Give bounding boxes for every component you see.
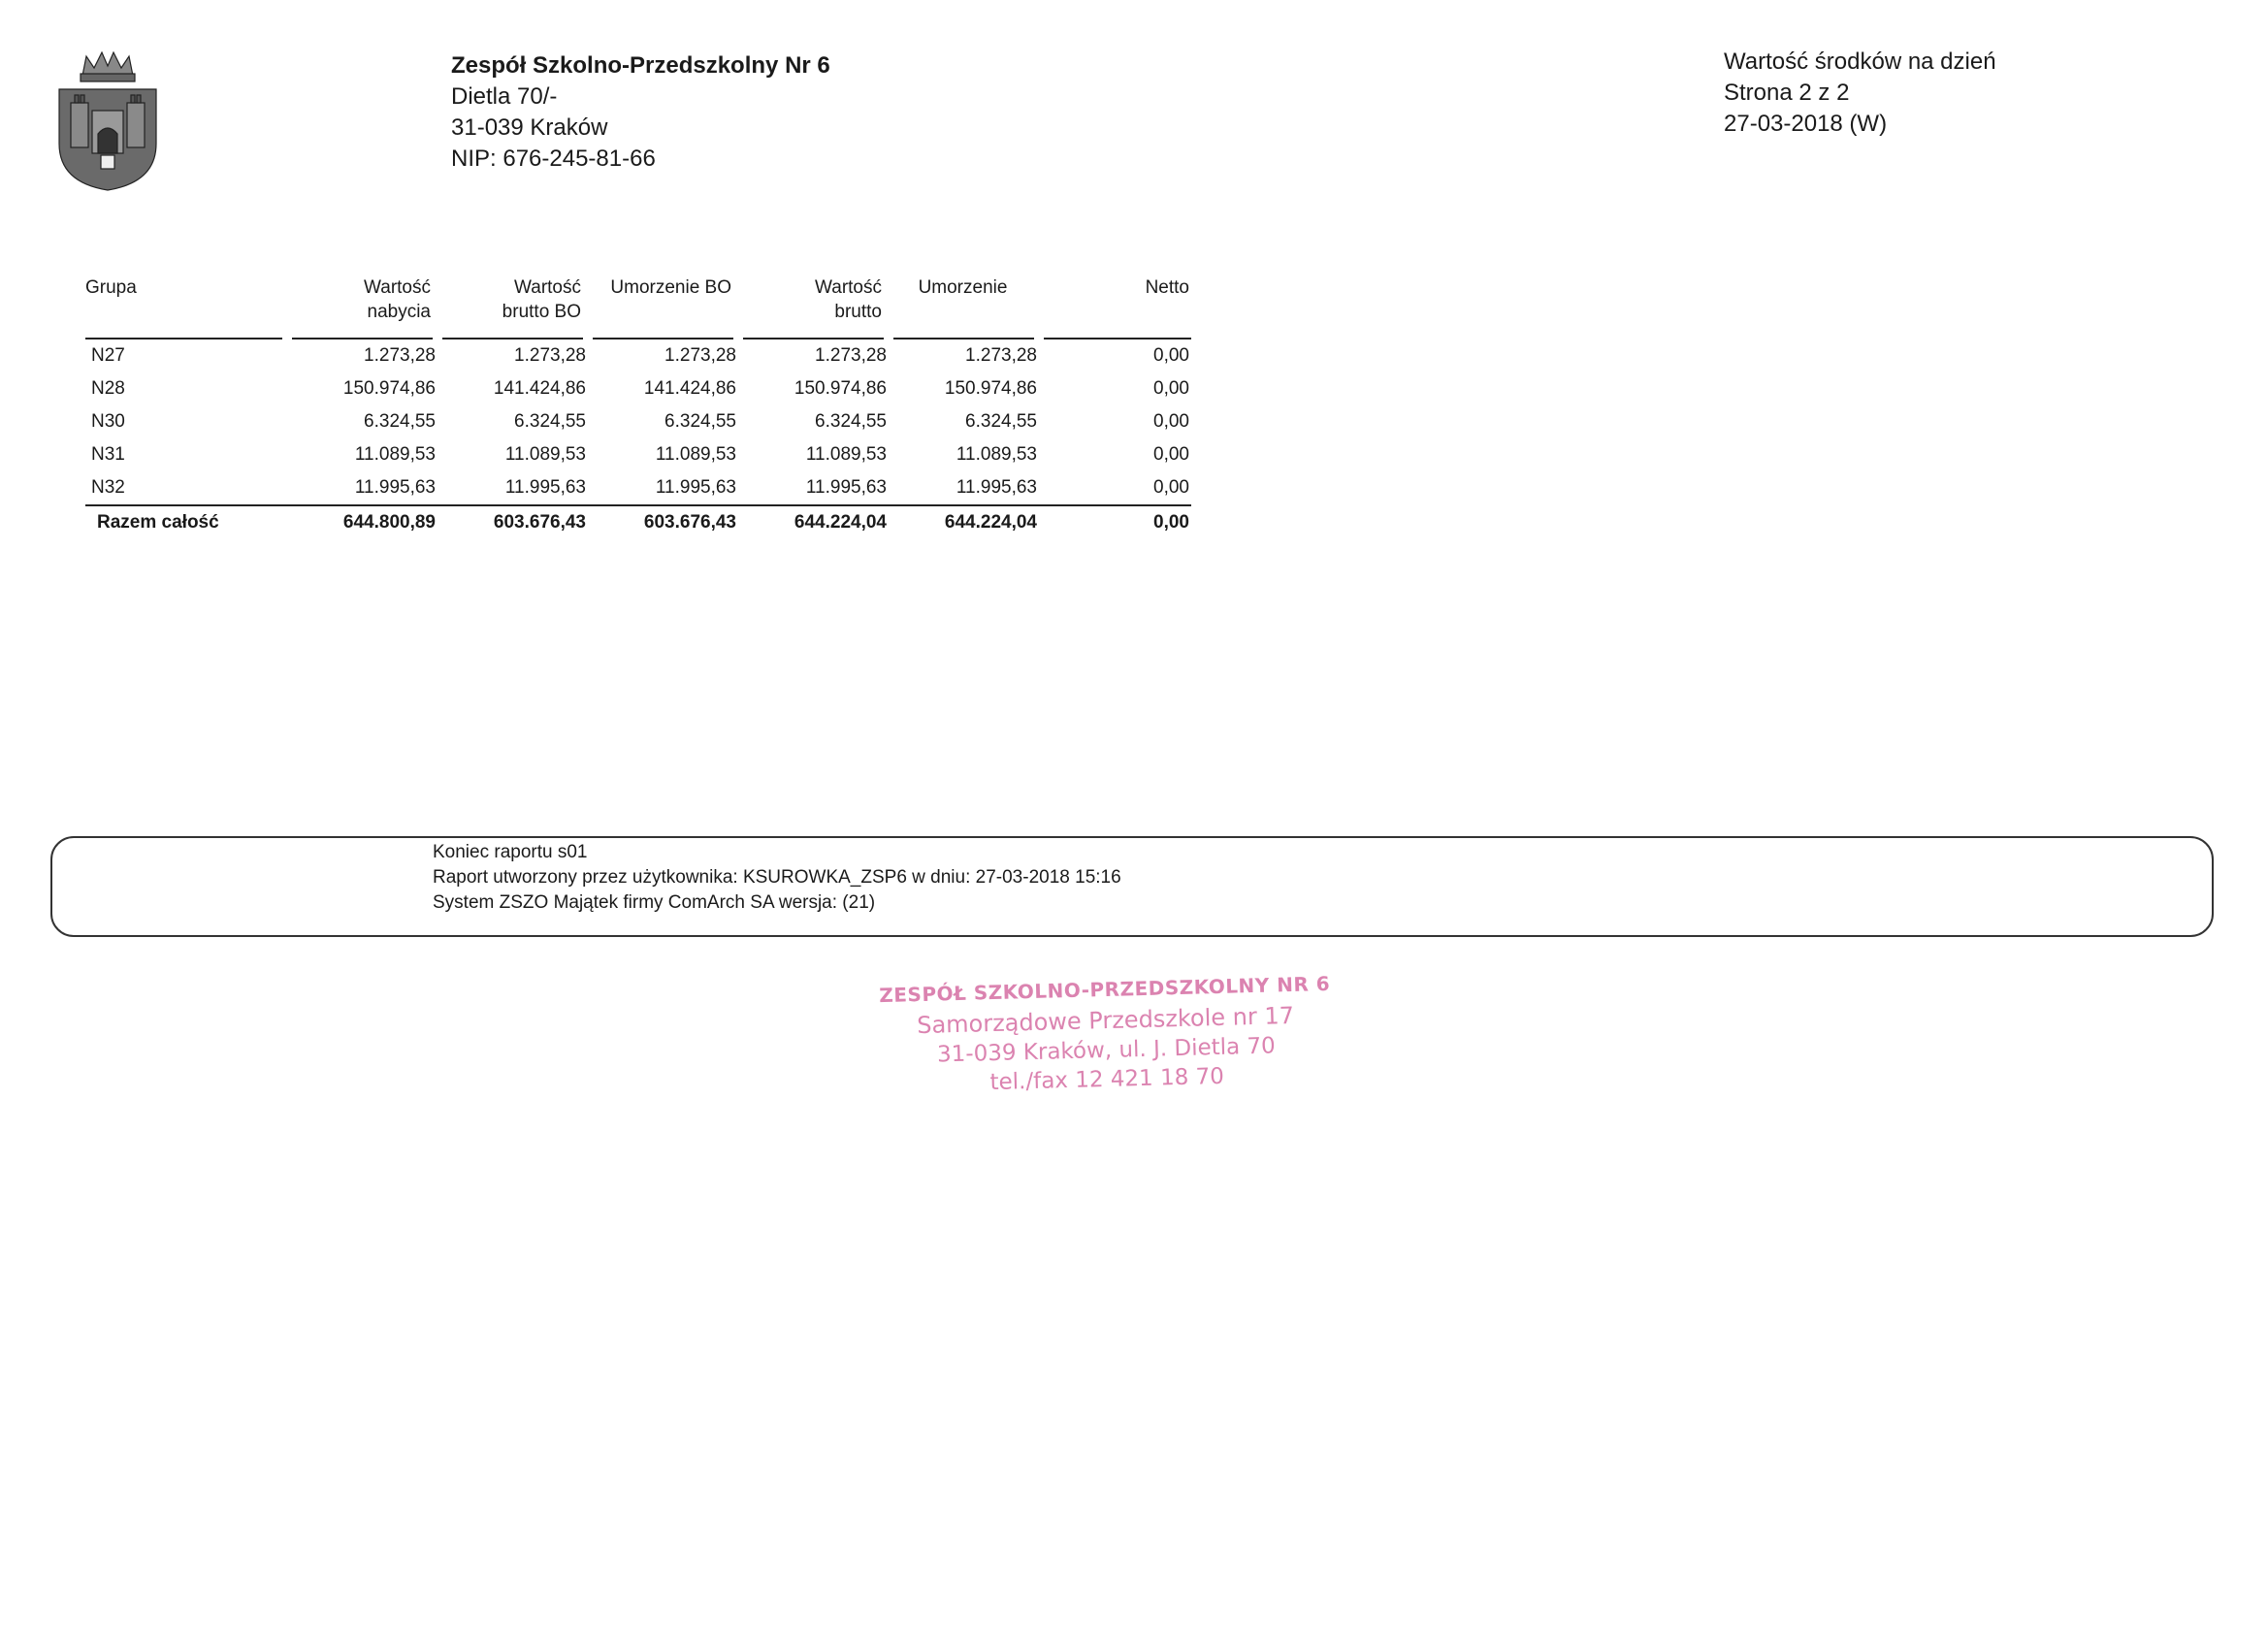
footer-system-version: System ZSZO Majątek firmy ComArch SA wersja: (21) xyxy=(433,892,876,913)
company-address-city: 31-039 Kraków xyxy=(451,114,608,141)
col-header-umorzenie-bo: Umorzenie BO xyxy=(588,272,738,339)
cell-value: 6.324,55 xyxy=(364,411,436,432)
col-header-grupa: Grupa xyxy=(85,272,287,339)
cell-grupa: N27 xyxy=(91,345,125,366)
cell-value: 11.995,63 xyxy=(956,477,1037,498)
report-meta xyxy=(1724,47,1996,140)
cell-value: 1.273,28 xyxy=(514,345,586,366)
cell-value: 0,00 xyxy=(1153,378,1189,399)
company-header xyxy=(451,50,830,175)
cell-value: 0,00 xyxy=(1153,444,1189,465)
krakow-crest-logo xyxy=(53,47,162,192)
col-header-wartosc-brutto-bo: Wartość brutto BO xyxy=(437,272,588,339)
table-row xyxy=(85,372,1191,405)
cell-value: 11.089,53 xyxy=(956,444,1037,465)
col-header-wartosc-nabycia: Wartość nabycia xyxy=(287,272,437,339)
table-row xyxy=(85,438,1191,471)
total-value: 0,00 xyxy=(1039,505,1191,539)
assets-table xyxy=(85,272,1191,539)
total-value: 644.224,04 xyxy=(889,505,1039,539)
stamp-line-1: ZESPÓŁ SZKOLNO-PRZEDSZKOLNY NR 6 xyxy=(879,971,1331,1008)
col-header-netto: Netto xyxy=(1039,272,1191,339)
table-header-row xyxy=(85,272,1191,339)
cell-value: 11.089,53 xyxy=(504,444,586,465)
institution-stamp xyxy=(853,971,1360,1099)
cell-grupa: N32 xyxy=(91,477,125,498)
col-header-umorzenie: Umorzenie xyxy=(889,272,1039,339)
cell-value: 150.974,86 xyxy=(342,378,436,399)
cell-value: 141.424,86 xyxy=(643,378,736,399)
page-number: Strona 2 z 2 xyxy=(1724,80,1850,106)
table-row xyxy=(85,339,1191,372)
cell-value: 11.995,63 xyxy=(655,477,736,498)
total-value: 603.676,43 xyxy=(437,505,588,539)
cell-value: 11.995,63 xyxy=(354,477,436,498)
company-nip: NIP: 676-245-81-66 xyxy=(451,146,656,172)
cell-value: 0,00 xyxy=(1153,345,1189,366)
cell-value: 11.089,53 xyxy=(655,444,736,465)
table-row xyxy=(85,471,1191,505)
company-name: Zespół Szkolno-Przedszkolny Nr 6 xyxy=(451,52,830,79)
cell-value: 1.273,28 xyxy=(815,345,887,366)
cell-value: 1.273,28 xyxy=(965,345,1037,366)
cell-grupa: N31 xyxy=(91,444,125,465)
report-title: Wartość środków na dzień xyxy=(1724,48,1996,75)
cell-value: 11.089,53 xyxy=(354,444,436,465)
total-value: 603.676,43 xyxy=(588,505,738,539)
cell-grupa: N30 xyxy=(91,411,125,432)
cell-value: 1.273,28 xyxy=(364,345,436,366)
cell-value: 11.995,63 xyxy=(504,477,586,498)
cell-value: 11.995,63 xyxy=(805,477,887,498)
cell-value: 6.324,55 xyxy=(815,411,887,432)
cell-grupa: N28 xyxy=(91,378,125,399)
col-header-wartosc-brutto: Wartość brutto xyxy=(738,272,889,339)
table-total-row xyxy=(85,505,1191,539)
cell-value: 6.324,55 xyxy=(965,411,1037,432)
cell-value: 141.424,86 xyxy=(493,378,586,399)
cell-value: 6.324,55 xyxy=(664,411,736,432)
cell-value: 150.974,86 xyxy=(794,378,887,399)
table-row xyxy=(85,405,1191,438)
footer-created-by: Raport utworzony przez użytkownika: KSUROWKA_ZSP6 w dniu: 27-03-2018 15:16 xyxy=(433,867,1121,888)
cell-value: 11.089,53 xyxy=(805,444,887,465)
cell-value: 1.273,28 xyxy=(664,345,736,366)
cell-value: 150.974,86 xyxy=(944,378,1037,399)
total-value: 644.224,04 xyxy=(738,505,889,539)
cell-value: 0,00 xyxy=(1153,477,1189,498)
report-footer-frame xyxy=(50,836,2214,937)
total-label: Razem całość xyxy=(85,505,287,539)
footer-end-of-report: Koniec raportu s01 xyxy=(433,842,588,862)
report-date: 27-03-2018 (W) xyxy=(1724,111,1888,137)
stamp-line-4: tel./fax 12 421 18 70 xyxy=(989,1063,1225,1096)
cell-value: 0,00 xyxy=(1153,411,1189,432)
total-value: 644.800,89 xyxy=(287,505,437,539)
cell-value: 6.324,55 xyxy=(514,411,586,432)
report-footer xyxy=(433,840,1121,916)
stamp-line-2: Samorządowe Przedszkole nr 17 xyxy=(916,1001,1295,1040)
stamp-line-3: 31-039 Kraków, ul. J. Dietla 70 xyxy=(936,1033,1277,1068)
company-address-street: Dietla 70/- xyxy=(451,83,558,110)
